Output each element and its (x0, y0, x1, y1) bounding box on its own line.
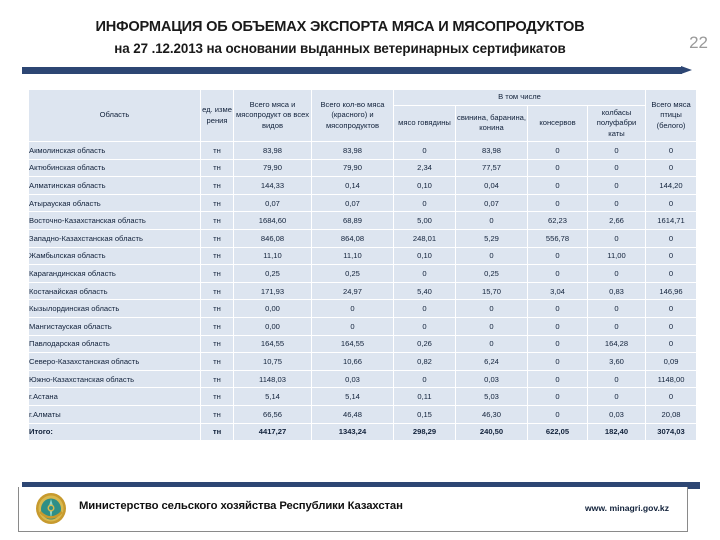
cell-sausage: 2,66 (588, 212, 646, 230)
cell-poultry: 0 (646, 317, 697, 335)
cell-sausage: 11,00 (588, 247, 646, 265)
cell-unit: тн (201, 247, 234, 265)
cell-poultry: 0,09 (646, 353, 697, 371)
table-row (29, 212, 697, 230)
cell-beef: 0,11 (394, 388, 456, 406)
cell-poultry: 0 (646, 388, 697, 406)
divider-arrow (22, 66, 694, 75)
cell-all-meat: 846,08 (234, 229, 312, 247)
cell-region: Карагандинская область (29, 265, 201, 283)
cell-pork: 0,03 (456, 370, 528, 388)
cell-region: Актюбинская область (29, 159, 201, 177)
cell-beef: 0 (394, 370, 456, 388)
cell-total-sausage: 182,40 (588, 423, 646, 441)
cell-poultry: 1614,71 (646, 212, 697, 230)
table-body (29, 142, 697, 441)
cell-pork: 5,03 (456, 388, 528, 406)
cell-total-canned: 622,05 (528, 423, 588, 441)
cell-region: г.Алматы (29, 405, 201, 423)
footer (18, 487, 688, 532)
cell-all-meat: 171,93 (234, 282, 312, 300)
col-header-all-meat: Всего мяса и мясопродукт ов всех видов (234, 90, 312, 142)
cell-region: Южно-Казахстанская область (29, 370, 201, 388)
table-row (29, 229, 697, 247)
cell-canned: 0 (528, 159, 588, 177)
cell-sausage: 3,60 (588, 353, 646, 371)
cell-all-meat: 10,75 (234, 353, 312, 371)
cell-region: Мангистауская область (29, 317, 201, 335)
cell-red-meat: 0 (312, 300, 394, 318)
cell-canned: 0 (528, 247, 588, 265)
export-volumes-table-container (28, 89, 691, 441)
cell-pork: 77,57 (456, 159, 528, 177)
cell-region: Акмолинская область (29, 142, 201, 160)
cell-pork: 0,04 (456, 177, 528, 195)
cell-red-meat: 24,97 (312, 282, 394, 300)
table-row (29, 142, 697, 160)
cell-unit: тн (201, 159, 234, 177)
cell-canned: 556,78 (528, 229, 588, 247)
cell-poultry: 144,20 (646, 177, 697, 195)
cell-region: Павлодарская область (29, 335, 201, 353)
cell-beef: 0 (394, 317, 456, 335)
cell-pork: 0,25 (456, 265, 528, 283)
cell-all-meat: 0,07 (234, 194, 312, 212)
cell-canned: 0 (528, 353, 588, 371)
cell-pork: 0 (456, 247, 528, 265)
col-header-poultry: Всего мяса птицы (белого) (646, 90, 697, 142)
cell-all-meat: 144,33 (234, 177, 312, 195)
cell-unit: тн (201, 300, 234, 318)
cell-poultry: 146,96 (646, 282, 697, 300)
cell-poultry: 0 (646, 265, 697, 283)
cell-unit: тн (201, 370, 234, 388)
cell-all-meat: 1684,60 (234, 212, 312, 230)
cell-pork: 5,29 (456, 229, 528, 247)
cell-beef: 0,26 (394, 335, 456, 353)
cell-red-meat: 10,66 (312, 353, 394, 371)
cell-total-red-meat: 1343,24 (312, 423, 394, 441)
col-header-pork: свинина, баранина, конина (456, 105, 528, 142)
cell-sausage: 0 (588, 177, 646, 195)
cell-sausage: 0 (588, 317, 646, 335)
cell-canned: 0 (528, 142, 588, 160)
cell-sausage: 0 (588, 265, 646, 283)
cell-poultry: 1148,00 (646, 370, 697, 388)
table-row (29, 194, 697, 212)
cell-all-meat: 5,14 (234, 388, 312, 406)
cell-all-meat: 11,10 (234, 247, 312, 265)
table-row (29, 300, 697, 318)
cell-sausage: 0,03 (588, 405, 646, 423)
cell-all-meat: 1148,03 (234, 370, 312, 388)
cell-region: Алматинская область (29, 177, 201, 195)
table-row (29, 353, 697, 371)
cell-all-meat: 79,90 (234, 159, 312, 177)
cell-unit: тн (201, 265, 234, 283)
cell-canned: 3,04 (528, 282, 588, 300)
table-row (29, 370, 697, 388)
cell-region: Костанайская область (29, 282, 201, 300)
cell-all-meat: 0,00 (234, 300, 312, 318)
cell-red-meat: 5,14 (312, 388, 394, 406)
col-header-sausage: колбасы полуфабри каты (588, 105, 646, 142)
cell-poultry: 0 (646, 300, 697, 318)
cell-all-meat: 66,56 (234, 405, 312, 423)
cell-region: Жамбылская область (29, 247, 201, 265)
cell-poultry: 0 (646, 194, 697, 212)
cell-beef: 5,00 (394, 212, 456, 230)
cell-canned: 0 (528, 370, 588, 388)
cell-canned: 0 (528, 335, 588, 353)
cell-pork: 0,07 (456, 194, 528, 212)
cell-region: Западно-Казахстанская область (29, 229, 201, 247)
cell-red-meat: 11,10 (312, 247, 394, 265)
cell-canned: 0 (528, 405, 588, 423)
col-header-region: Область (29, 90, 201, 142)
cell-unit: тн (201, 317, 234, 335)
cell-red-meat: 46,48 (312, 405, 394, 423)
cell-poultry: 20,08 (646, 405, 697, 423)
table-row (29, 405, 697, 423)
cell-pork: 6,24 (456, 353, 528, 371)
cell-poultry: 0 (646, 142, 697, 160)
cell-sausage: 0 (588, 194, 646, 212)
footer-ministry-label: Министерство сельского хозяйства Республики Казахстан (79, 500, 403, 512)
cell-sausage: 164,28 (588, 335, 646, 353)
table-row (29, 388, 697, 406)
cell-beef: 0,10 (394, 177, 456, 195)
cell-beef: 0,15 (394, 405, 456, 423)
cell-pork: 15,70 (456, 282, 528, 300)
cell-sausage: 0 (588, 300, 646, 318)
cell-beef: 0,82 (394, 353, 456, 371)
cell-unit: тн (201, 177, 234, 195)
table-head (29, 90, 697, 142)
divider-bar (22, 67, 682, 74)
cell-pork: 0 (456, 300, 528, 318)
cell-beef: 5,40 (394, 282, 456, 300)
kazakhstan-emblem-icon (35, 492, 67, 525)
cell-total-poultry: 3074,03 (646, 423, 697, 441)
cell-unit: тн (201, 388, 234, 406)
table-row (29, 159, 697, 177)
cell-total-label: Итого: (29, 423, 201, 441)
slide-title (0, 18, 680, 58)
slide-number: 22 (689, 33, 708, 52)
cell-unit: тн (201, 335, 234, 353)
cell-pork: 0 (456, 317, 528, 335)
cell-beef: 0 (394, 142, 456, 160)
table-row (29, 265, 697, 283)
divider-arrowhead-icon (681, 66, 692, 74)
cell-pork: 83,98 (456, 142, 528, 160)
cell-unit: тн (201, 353, 234, 371)
col-header-unit: ед. изме рения (201, 90, 234, 142)
cell-red-meat: 0 (312, 317, 394, 335)
cell-total-pork: 240,50 (456, 423, 528, 441)
cell-unit: тн (201, 229, 234, 247)
cell-canned: 0 (528, 388, 588, 406)
cell-region: Кызылординская область (29, 300, 201, 318)
cell-all-meat: 0,00 (234, 317, 312, 335)
cell-beef: 0 (394, 300, 456, 318)
cell-canned: 62,23 (528, 212, 588, 230)
col-header-canned: консервов (528, 105, 588, 142)
cell-canned: 0 (528, 265, 588, 283)
cell-red-meat: 0,07 (312, 194, 394, 212)
cell-pork: 46,30 (456, 405, 528, 423)
cell-sausage: 0 (588, 370, 646, 388)
cell-pork: 0 (456, 212, 528, 230)
cell-sausage: 0 (588, 388, 646, 406)
export-volumes-table (28, 89, 697, 441)
title-line-1: ИНФОРМАЦИЯ ОБ ОБЪЕМАХ ЭКСПОРТА МЯСА И МЯСОПРОДУКТОВ (95, 19, 585, 35)
cell-sausage: 0 (588, 229, 646, 247)
cell-poultry: 0 (646, 335, 697, 353)
cell-red-meat: 83,98 (312, 142, 394, 160)
cell-total-unit: тн (201, 423, 234, 441)
cell-unit: тн (201, 142, 234, 160)
cell-unit: тн (201, 212, 234, 230)
cell-red-meat: 68,89 (312, 212, 394, 230)
col-header-red-meat: Всего кол-во мяса (красного) и мясопродуктов (312, 90, 394, 142)
cell-beef: 0 (394, 265, 456, 283)
cell-beef: 0 (394, 194, 456, 212)
cell-region: Северо-Казахстанская область (29, 353, 201, 371)
table-total-row (29, 423, 697, 441)
cell-beef: 2,34 (394, 159, 456, 177)
cell-sausage: 0 (588, 142, 646, 160)
table-row (29, 317, 697, 335)
cell-all-meat: 0,25 (234, 265, 312, 283)
table-row (29, 177, 697, 195)
cell-all-meat: 164,55 (234, 335, 312, 353)
table-row (29, 335, 697, 353)
col-header-beef: мясо говядины (394, 105, 456, 142)
cell-sausage: 0,83 (588, 282, 646, 300)
cell-beef: 0,10 (394, 247, 456, 265)
table-row (29, 282, 697, 300)
cell-red-meat: 0,14 (312, 177, 394, 195)
cell-poultry: 0 (646, 229, 697, 247)
table-row (29, 247, 697, 265)
cell-total-beef: 298,29 (394, 423, 456, 441)
cell-unit: тн (201, 405, 234, 423)
cell-unit: тн (201, 282, 234, 300)
table-header-row-1 (29, 90, 697, 106)
cell-region: Восточно-Казахстанская область (29, 212, 201, 230)
cell-poultry: 0 (646, 159, 697, 177)
cell-total-all-meat: 4417,27 (234, 423, 312, 441)
title-line-2: на 27 .12.2013 на основании выданных ветеринарных сертификатов (114, 41, 566, 56)
cell-beef: 248,01 (394, 229, 456, 247)
cell-pork: 0 (456, 335, 528, 353)
cell-all-meat: 83,98 (234, 142, 312, 160)
cell-red-meat: 79,90 (312, 159, 394, 177)
cell-canned: 0 (528, 194, 588, 212)
cell-canned: 0 (528, 177, 588, 195)
cell-red-meat: 0,03 (312, 370, 394, 388)
cell-canned: 0 (528, 317, 588, 335)
cell-sausage: 0 (588, 159, 646, 177)
col-group-header-included: В том числе (394, 90, 646, 106)
cell-red-meat: 164,55 (312, 335, 394, 353)
cell-region: Атырауская область (29, 194, 201, 212)
cell-unit: тн (201, 194, 234, 212)
cell-red-meat: 864,08 (312, 229, 394, 247)
cell-canned: 0 (528, 300, 588, 318)
cell-poultry: 0 (646, 247, 697, 265)
cell-red-meat: 0,25 (312, 265, 394, 283)
cell-region: г.Астана (29, 388, 201, 406)
footer-website-link[interactable]: www. minagri.gov.kz (584, 503, 669, 513)
